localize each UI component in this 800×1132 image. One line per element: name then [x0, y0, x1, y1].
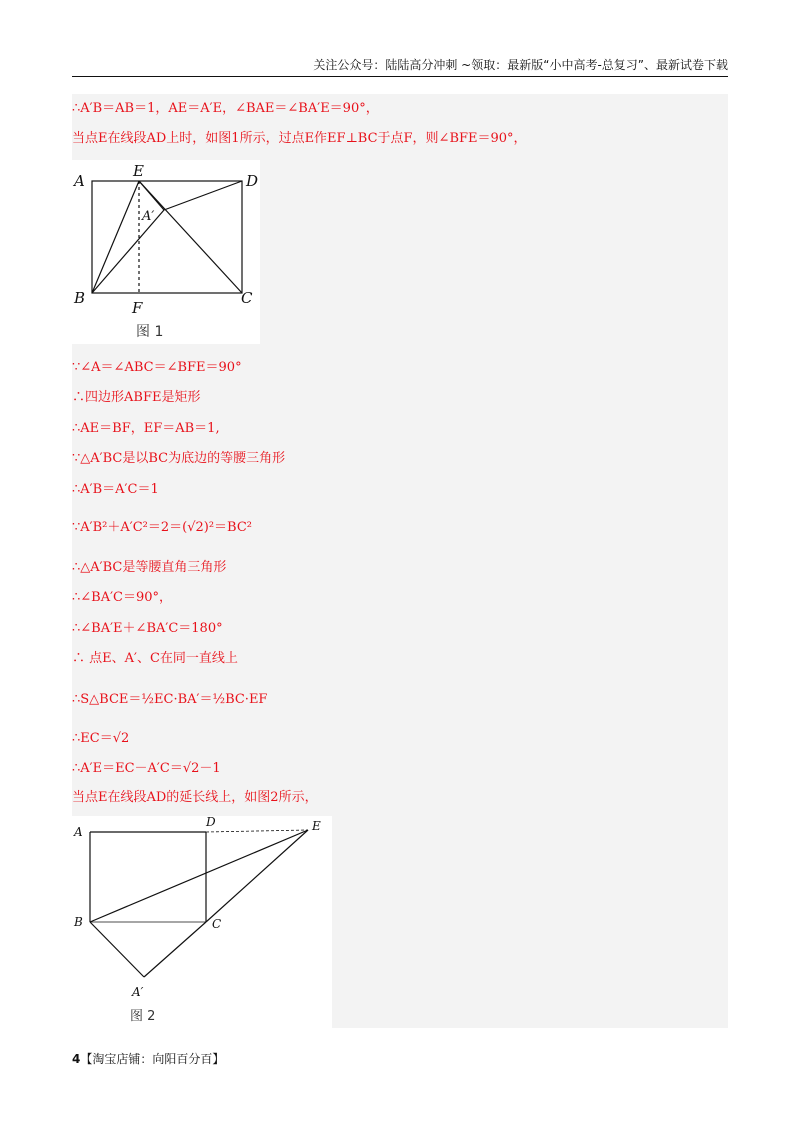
- figure-2-caption: 图 2: [130, 1009, 156, 1024]
- label-f: F: [132, 299, 143, 317]
- label-e: E: [133, 162, 144, 180]
- solution-line-9: ∴△A′BC是等腰直角三角形: [72, 560, 227, 575]
- label-e: E: [312, 819, 321, 833]
- solution-line-3: ∵∠A＝∠ABC＝∠BFE＝90°: [72, 360, 242, 375]
- solution-line-11: ∴∠BA′E＋∠BA′C＝180°: [72, 621, 223, 636]
- segment-ca-prime: [144, 922, 206, 977]
- solution-line-7: ∴A′B＝A′C＝1: [72, 482, 159, 497]
- figure-2: [72, 816, 332, 1028]
- label-a-prime: A′: [132, 985, 144, 999]
- rectangle-abcd: [92, 181, 242, 293]
- solution-content: [72, 94, 728, 1028]
- solution-line-1: ∴A′B＝AB＝1，AE＝A′E，∠BAE＝∠BA′E＝90°，: [72, 101, 379, 116]
- solution-line-15: ∴A′E＝EC－A′C＝√2－1: [72, 761, 221, 776]
- footer-shop-text: 【淘宝店铺：向阳百分百】: [80, 1052, 225, 1066]
- label-a-prime: A′: [142, 209, 155, 224]
- page-number: 4: [72, 1052, 81, 1066]
- label-b: B: [74, 289, 86, 307]
- solution-line-13: ∴S△BCE＝½EC·BA′＝½BC·EF: [72, 692, 268, 707]
- label-c: C: [212, 917, 222, 931]
- segment-ba-prime: [90, 922, 144, 977]
- segment-a-prime-d: [164, 181, 242, 210]
- solution-line-4: ∴四边形ABFE是矩形: [72, 390, 201, 405]
- solution-line-16: 当点E在线段AD的延长线上，如图2所示，: [72, 790, 318, 805]
- solution-line-2: 当点E在线段AD上时，如图1所示，过点E作EF⊥BC于点F，则∠BFE＝90°，: [72, 131, 527, 146]
- figure-1-diagram: [72, 160, 260, 344]
- solution-line-5: ∴AE＝BF，EF＝AB＝1,: [72, 421, 220, 436]
- figure-2-diagram: [72, 816, 332, 1028]
- page-header: [72, 56, 728, 77]
- label-a: A: [74, 825, 83, 839]
- segment-de-dashed: [206, 830, 308, 832]
- solution-line-10: ∴∠BA′C＝90°，: [72, 590, 173, 605]
- figure-1-caption: 图 1: [136, 324, 164, 340]
- solution-line-14: ∴EC＝√2: [72, 731, 130, 746]
- label-d: D: [206, 816, 216, 829]
- header-text: 关注公众号：陆陆高分冲刺 ~领取：最新版“小中高考-总复习”、最新试卷下载: [313, 58, 728, 72]
- label-a: A: [74, 172, 85, 190]
- segment-ec: [139, 181, 242, 293]
- segment-ce: [206, 830, 308, 922]
- solution-line-12: ∴ 点E、A′、C在同一直线上: [72, 651, 238, 666]
- segment-be: [92, 181, 139, 293]
- label-b: B: [74, 915, 83, 929]
- page-footer: [72, 1050, 224, 1067]
- segment-ea-prime: [139, 181, 164, 210]
- solution-line-8: ∵A′B²＋A′C²＝2＝(√2)²＝BC²: [72, 520, 253, 535]
- label-c: C: [241, 289, 253, 307]
- segment-be: [90, 830, 308, 922]
- figure-1: [72, 160, 260, 344]
- label-d: D: [246, 172, 259, 190]
- solution-line-6: ∵△A′BC是以BC为底边的等腰三角形: [72, 451, 286, 466]
